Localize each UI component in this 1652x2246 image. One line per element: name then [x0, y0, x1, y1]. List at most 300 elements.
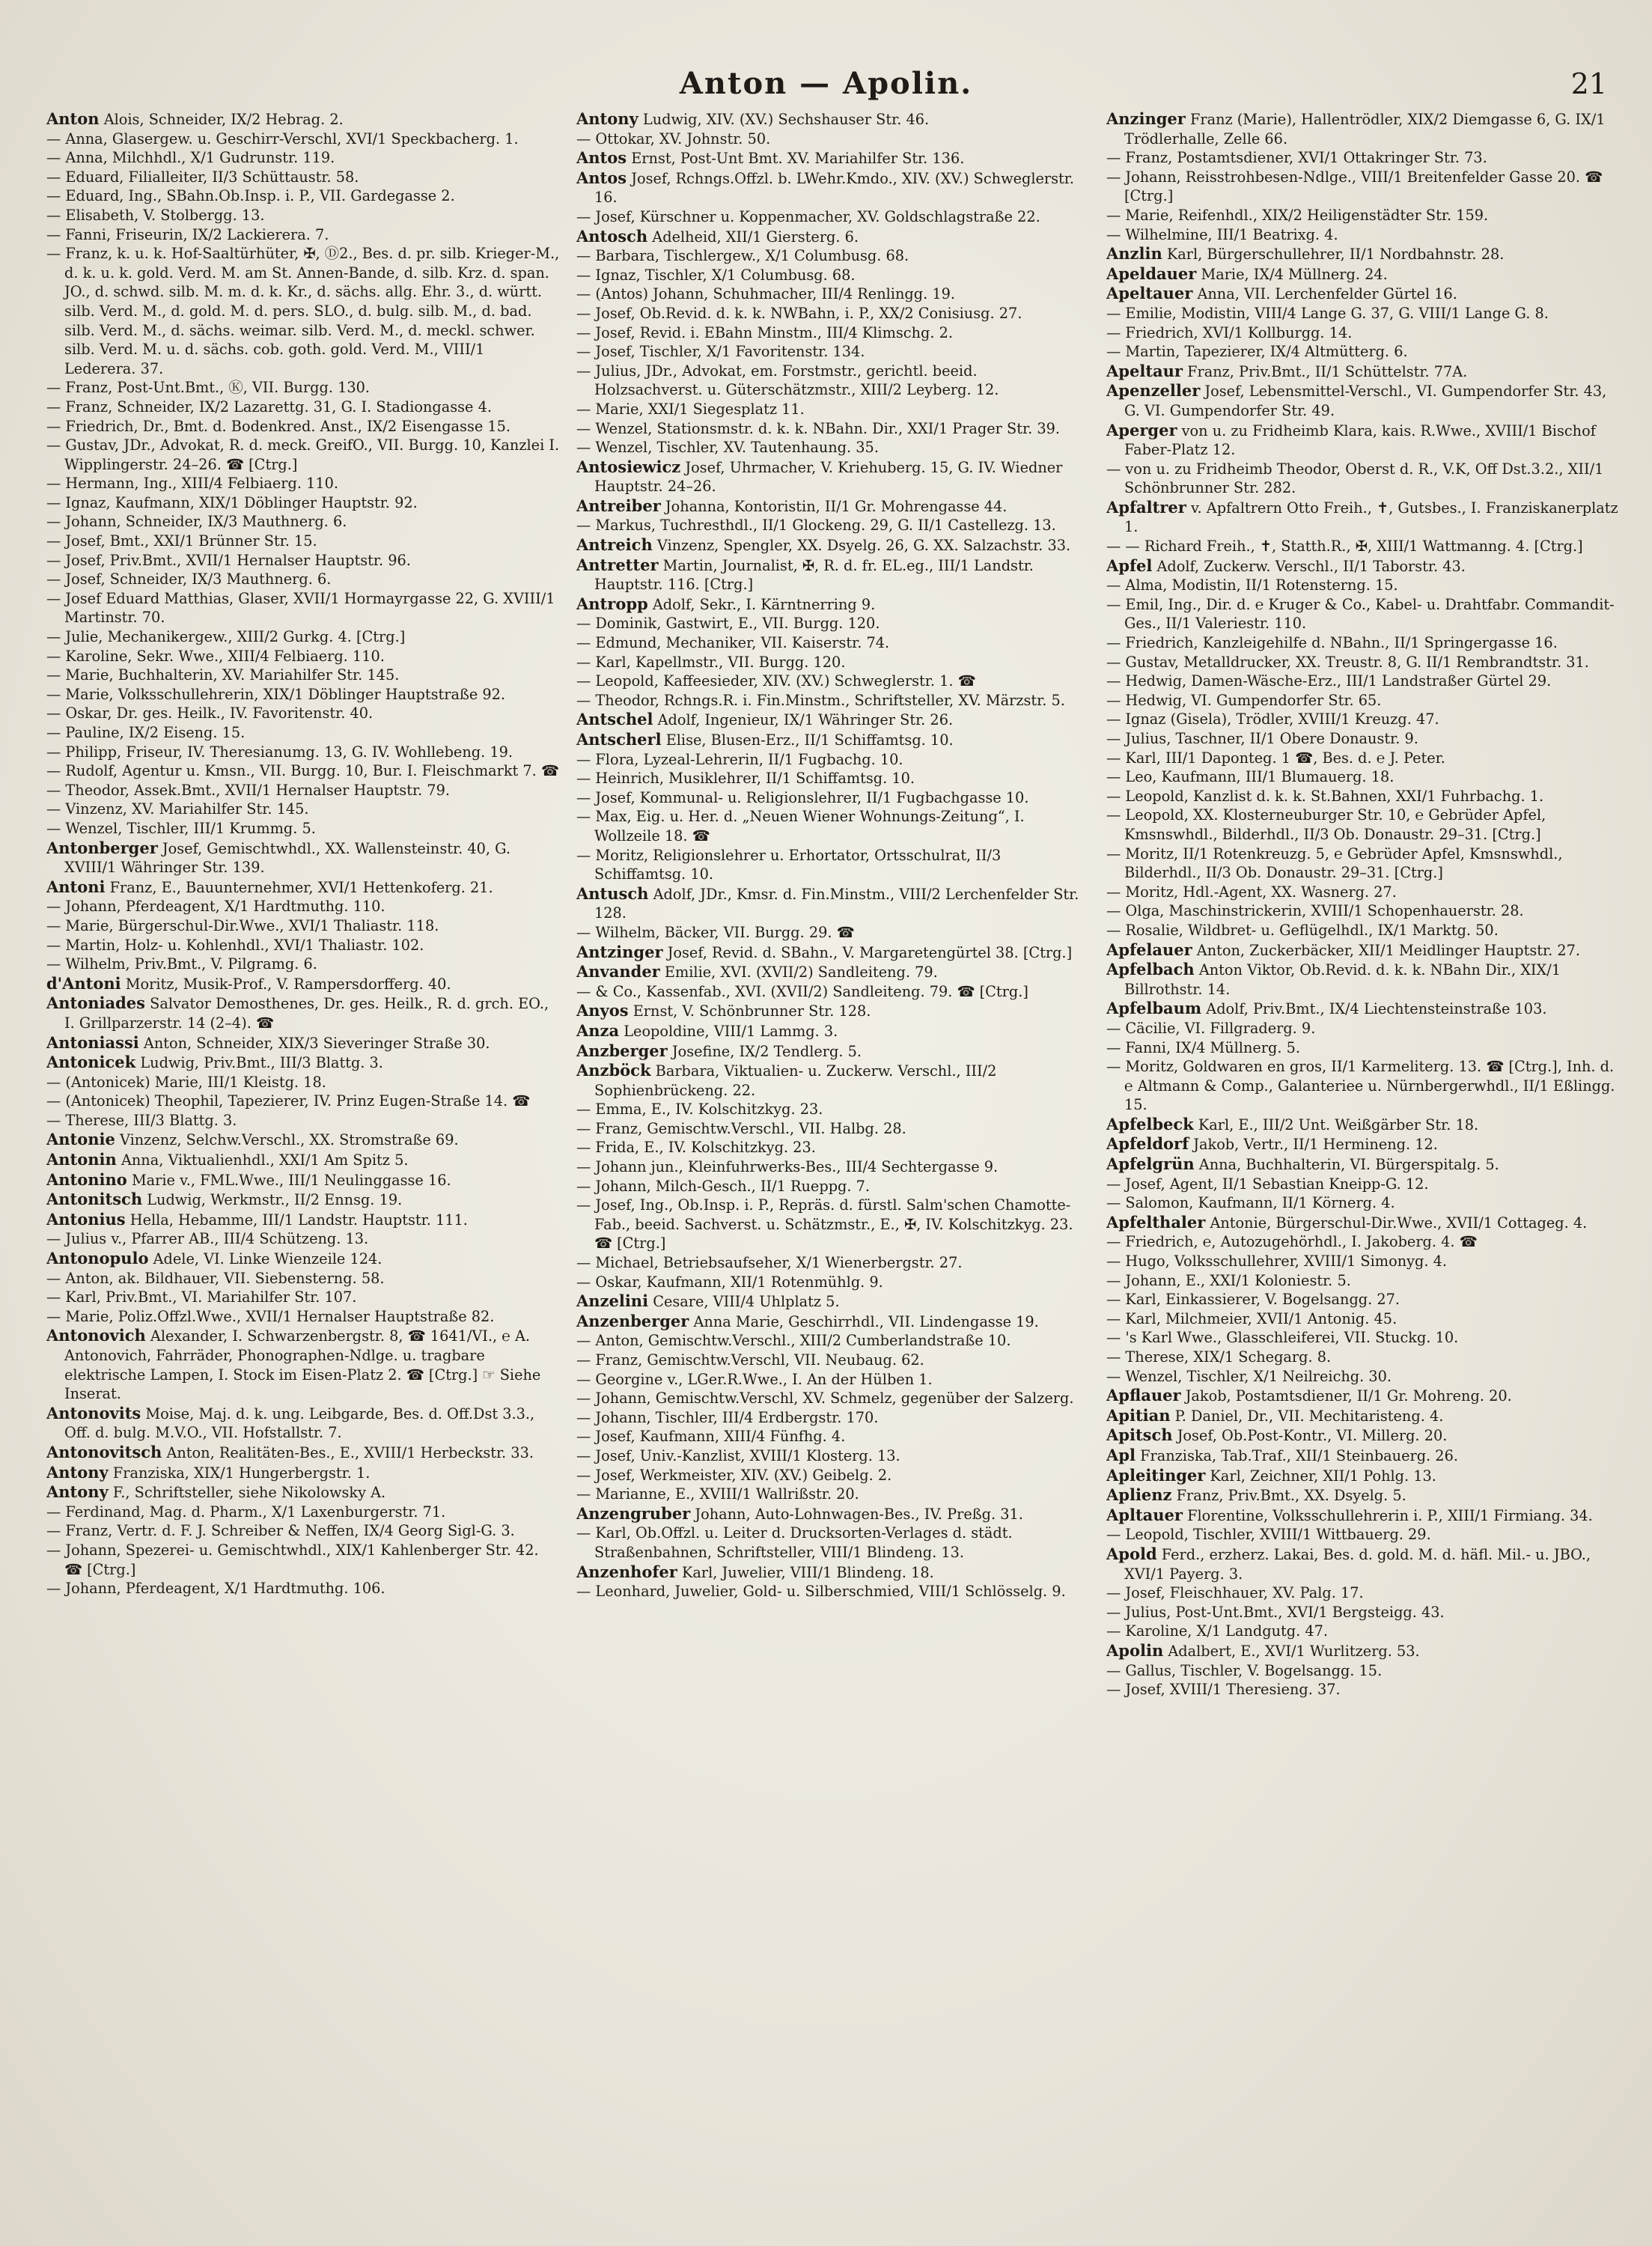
entry-details: — Pauline, IX/2 Eiseng. 15. [46, 724, 246, 741]
entry-details: Adolf, Priv.Bmt., IX/4 Liechtensteinstraße 103. [1206, 1000, 1547, 1018]
directory-entry [1106, 1661, 1620, 1681]
entry-details: Ludwig, Werkmstr., II/2 Ennsg. 19. [147, 1191, 403, 1209]
entry-details: Alois, Schneider, IX/2 Hebrag. 2. [103, 111, 344, 128]
entry-details: — Martin, Holz- u. Kohlenhdl., XVI/1 Thaliastr. 102. [46, 936, 424, 954]
entry-details: — Franz, k. u. k. Hof-Saaltürhüter, ✠, Ⓓ2., Bes. d. pr. silb. Krieger-M., d. k. u. k. gold. Verd. M. am St. Annen-Bande, d. silb. Krz. d. span. JO., d. schwd. silb. M. m. d. k. Kr., d. sächs. allg. Ehr. 3., d. württ. silb. Verd. M., d. gold. M. d. pers. SLO., d. bulg. silb. M., d. bad. silb. Verd. M., d. sächs. weimar. silb. Verd. M., d. meckl. schwer. silb. Verd. M. u. d. sächs. cob. goth. gold. Verd. M., VIII/1 Lederera. 37. [46, 245, 560, 377]
directory-entry [1106, 206, 1620, 225]
entry-surname: Apolin [1106, 1640, 1164, 1660]
entry-details: — Karoline, X/1 Landgutg. 47. [1106, 1622, 1329, 1640]
directory-entry [46, 1521, 560, 1541]
directory-entry [576, 691, 1090, 710]
entry-surname: Antonovich [46, 1326, 146, 1345]
entry-details: Marie v., FML.Wwe., III/1 Neulinggasse 16. [131, 1171, 451, 1189]
entry-details: — Ignaz (Gisela), Trödler, XVIII/1 Kreuzg. 47. [1106, 710, 1439, 728]
entry-details: — Friedrich, Dr., Bmt. d. Bodenkred. Anst., IX/2 Eisengasse 15. [46, 417, 511, 435]
directory-entry [576, 1177, 1090, 1196]
entry-details: — Markus, Tuchresthdl., II/1 Glockeng. 29, G. II/1 Castellezg. 13. [576, 517, 1056, 535]
directory-entry [1106, 1252, 1620, 1271]
directory-entry [1106, 653, 1620, 672]
directory-entry [1106, 999, 1620, 1019]
entry-details: Johann, Auto-Lohnwagen-Bes., IV. Preßg. 31. [695, 1505, 1023, 1523]
entry-details: — Olga, Maschinstrickerin, XVIII/1 Schopenhauerstr. 28. [1106, 902, 1524, 920]
entry-details: Josef, Gemischtwhdl., XX. Wallensteinstr. 40, G. XVIII/1 Währinger Str. 139. [64, 839, 510, 877]
entry-details: — Moritz, Religionslehrer u. Erhortator, Ortsschulrat, II/3 Schiffamtsg. 10. [576, 846, 1002, 883]
directory-entry [576, 1562, 1090, 1583]
directory-entry [576, 266, 1090, 285]
directory-entry [576, 594, 1090, 615]
entry-details: Martin, Journalist, ✠, R. d. fr. EL.eg., III/1 Landstr. Hauptstr. 116. [Ctrg.] [594, 556, 1034, 594]
entry-details: — Josef, Ob.Revid. d. k. k. NWBahn, i. P., XX/2 Conisiusg. 27. [576, 304, 1022, 322]
entry-details: — Marie, Bürgerschul-Dir.Wwe., XVI/1 Thaliastr. 118. [46, 916, 439, 934]
directory-entry [46, 723, 560, 743]
directory-entry [576, 923, 1090, 943]
directory-entry [46, 1269, 560, 1288]
entry-surname: Anyos [576, 1001, 629, 1020]
directory-entry [576, 1504, 1090, 1524]
entry-surname: Antscherl [576, 730, 662, 749]
entry-details: Marie, IX/4 Müllnerg. 24. [1201, 265, 1388, 283]
entry-details: — Julius v., Pfarrer AB., III/4 Schützeng. 13. [46, 1230, 369, 1248]
entry-surname: Antropp [576, 594, 648, 613]
entry-details: — Max, Eig. u. Her. d. „Neuen Wiener Wohnungs-Zeitung“, I. Wollzeile 18. ☎ [576, 808, 1025, 844]
directory-entry [1106, 844, 1620, 883]
entry-details: — Leopold, Kaffeesieder, XIV. (XV.) Schweglerstr. 1. ☎ [576, 672, 976, 690]
directory-entry [1106, 1232, 1620, 1252]
directory-entry [576, 614, 1090, 633]
entry-details: — Wenzel, Tischler, III/1 Krummg. 5. [46, 819, 316, 837]
entry-details: Alexander, I. Schwarzenbergstr. 8, ☎ 1641/VI., ℮ A. Antonovich, Fahrräder, Phonographen-Ndlge. u. tragbare elektrische Lampen, I. Stock im Eisen-Platz 2. ☎ [Ctrg.] ☞ Siehe Inserat. [64, 1327, 541, 1403]
entry-details: Anton Viktor, Ob.Revid. d. k. k. NBahn Dir., XIX/1 Billrothstr. 14. [1124, 961, 1561, 998]
entry-details: — Frida, E., IV. Kolschitzkyg. 23. [576, 1139, 816, 1157]
entry-details: Hella, Hebamme, III/1 Landstr. Hauptstr. 111. [129, 1211, 468, 1229]
entry-surname: d'Antoni [46, 973, 121, 993]
entry-details: — Hermann, Ing., XIII/4 Felbiaerg. 110. [46, 475, 339, 493]
directory-entry [46, 1210, 560, 1230]
directory-entry [1106, 264, 1620, 284]
entry-surname: Antosch [576, 226, 648, 246]
directory-entry [46, 1579, 560, 1598]
directory-entry [576, 1021, 1090, 1041]
directory-entry [46, 1326, 560, 1403]
directory-entry [46, 148, 560, 168]
entry-details: — Philipp, Friseur, IV. Theresianumg. 13, G. IV. Wohllebeng. 19. [46, 743, 513, 761]
directory-entry [576, 1253, 1090, 1273]
entry-details: — Karoline, Sekr. Wwe., XIII/4 Felbiaerg. 110. [46, 647, 385, 665]
directory-entry [576, 1466, 1090, 1485]
directory-entry [46, 955, 560, 974]
entry-surname: Antoni [46, 877, 106, 896]
directory-entry [576, 323, 1090, 343]
directory-entry [46, 800, 560, 819]
directory-entry [576, 1119, 1090, 1139]
directory-entry [1106, 1348, 1620, 1367]
entry-details: — Franz, Gemischtw.Verschl, VII. Neubaug. 62. [576, 1351, 924, 1369]
entry-details: — Theodor, Assek.Bmt., XVII/1 Hernalser Hauptstr. 79. [46, 781, 450, 799]
entry-details: Emilie, XVI. (XVII/2) Sandleiteng. 79. [664, 964, 938, 982]
entry-surname: Antonicek [46, 1053, 136, 1072]
entry-surname: Apfelbaum [1106, 999, 1202, 1018]
directory-entry [1106, 342, 1620, 362]
entry-details: Moise, Maj. d. k. ung. Leibgarde, Bes. d. Off.Dst 3.3., Off. d. bulg. M.V.O., VII. Hofstallstr. 7. [64, 1404, 535, 1442]
directory-entry [1106, 284, 1620, 304]
directory-entry [46, 781, 560, 800]
directory-entry [576, 1001, 1090, 1021]
entry-details: Karl, Juwelier, VIII/1 Blindeng. 18. [682, 1563, 934, 1581]
entry-details: Salvator Demosthenes, Dr. ges. Heilk., R. d. grch. EO., I. Grillparzerstr. 14 (2–4). ☎ [64, 995, 549, 1032]
entry-details: — Josef, Bmt., XXI/1 Brünner Str. 15. [46, 532, 317, 550]
entry-details: — Emil, Ing., Dir. d. ℮ Kruger & Co., Kabel- u. Drahtfabr. Commandit-Ges., II/1 Valeriestr. 110. [1106, 595, 1615, 633]
entry-details: — Josef, XVIII/1 Theresieng. 37. [1106, 1681, 1341, 1699]
directory-entry [46, 1111, 560, 1130]
directory-entry [1106, 1038, 1620, 1058]
directory-entry [46, 1541, 560, 1579]
directory-entry [576, 1524, 1090, 1562]
entry-details: — Leopold, XX. Klosterneuburger Str. 10, ℮ Gebrüder Apfel, Kmsnswhdl., Bilderhdl., II/3 Ob. Donaustr. 29–31. [Ctrg.] [1106, 806, 1546, 843]
entry-details: Antonie, Bürgerschul-Dir.Wwe., XVII/1 Cottageg. 4. [1210, 1214, 1588, 1232]
directory-entry [46, 1249, 560, 1269]
directory-entry [576, 556, 1090, 594]
directory-entry [576, 710, 1090, 730]
directory-entry [576, 1582, 1090, 1601]
entry-details: — Ottokar, XV. Johnstr. 50. [576, 130, 771, 147]
entry-surname: Apfaltrer [1106, 497, 1186, 517]
directory-entry [1106, 767, 1620, 787]
entry-surname: Anzengruber [576, 1503, 691, 1523]
entry-details: — Franz, Post-Unt.Bmt., Ⓚ, VII. Burgg. 130. [46, 379, 371, 397]
entry-details: — Michael, Betriebsaufseher, X/1 Wienerbergstr. 27. [576, 1254, 963, 1272]
entry-details: Ernst, Post-Unt Bmt. XV. Mariahilfer Str. 136. [631, 150, 965, 168]
entry-details: Anton, Schneider, XIX/3 Sieveringer Straße 30. [143, 1034, 490, 1052]
entry-details: — Julius, Taschner, II/1 Obere Donaustr. 9. [1106, 730, 1418, 747]
entry-details: — Eduard, Filialleiter, II/3 Schüttaustr. 58. [46, 168, 359, 186]
directory-entry [46, 168, 560, 187]
entry-details: Leopoldine, VIII/1 Lammg. 3. [624, 1022, 838, 1040]
directory-entry [46, 936, 560, 955]
entry-surname: Apfel [1106, 556, 1153, 575]
entry-surname: Antonovitsch [46, 1442, 162, 1461]
directory-entry [1106, 940, 1620, 961]
directory-entry [1106, 1485, 1620, 1506]
entry-details: — Rudolf, Agentur u. Kmsn., VII. Burgg. 10, Bur. I. Fleischmarkt 7. ☎ [46, 762, 559, 780]
directory-entry [46, 627, 560, 647]
entry-details: — 's Karl Wwe., Glasschleiferei, VII. Stuckg. 10. [1106, 1329, 1459, 1347]
directory-entry [46, 1190, 560, 1210]
entry-details: — Oskar, Dr. ges. Heilk., IV. Favoritenstr. 40. [46, 704, 374, 722]
entry-details: Franz, Priv.Bmt., XX. Dsyelg. 5. [1176, 1487, 1406, 1505]
entry-details: — Friedrich, XVI/1 Kollburgg. 14. [1106, 323, 1353, 341]
directory-entry [576, 1427, 1090, 1446]
entry-details: — (Antonicek) Marie, III/1 Kleistg. 18. [46, 1073, 326, 1091]
directory-entry [46, 436, 560, 474]
directory-entry [1106, 595, 1620, 633]
entry-details: — Ignaz, Kaufmann, XIX/1 Döblinger Hauptstr. 92. [46, 493, 418, 511]
directory-entry [576, 1389, 1090, 1408]
entry-details: Ferd., erzherz. Lakai, Bes. d. gold. M. d. häfl. Mil.- u. JBO., XVI/1 Payerg. 3. [1124, 1545, 1591, 1583]
directory-entry [46, 1170, 560, 1190]
entry-surname: Anzenhofer [576, 1562, 677, 1581]
entry-details: Franz, E., Bauunternehmer, XVI/1 Hettenkoferg. 21. [109, 878, 493, 896]
entry-details: — Karl, Kapellmstr., VII. Burgg. 120. [576, 653, 846, 671]
directory-entry [46, 474, 560, 493]
entry-details: — Fanni, Friseurin, IX/2 Lackierera. 7. [46, 225, 329, 243]
entry-details: — Marie, XXI/1 Siegesplatz 11. [576, 400, 805, 418]
directory-entry [576, 227, 1090, 247]
directory-entry [46, 1404, 560, 1443]
entry-surname: Apeldauer [1106, 264, 1197, 283]
directory-entry [576, 496, 1090, 517]
entry-surname: Apfelbach [1106, 960, 1195, 979]
entry-details: — Moritz, Goldwaren en gros, II/1 Karmeliterg. 13. ☎ [Ctrg.], Inh. d. ℮ Altmann & Comp., Galanteriee u. Nürnbergerwhdl., II/1 Eßlingg. 15. [1106, 1058, 1615, 1114]
directory-entry [576, 982, 1090, 1002]
directory-entry [1106, 749, 1620, 768]
directory-entry [1106, 1506, 1620, 1526]
directory-entry [1106, 729, 1620, 749]
entry-details: — Theodor, Rchngs.R. i. Fin.Minstm., Schriftsteller, XV. Märzstr. 5. [576, 691, 1065, 709]
directory-entry [1106, 960, 1620, 999]
directory-entry [576, 730, 1090, 750]
entry-details: — Anton, Gemischtw.Verschl., XIII/2 Cumberlandstraße 10. [576, 1332, 1011, 1350]
directory-entry [46, 398, 560, 417]
directory-entry [46, 1033, 560, 1053]
entry-details: — Marie, Volksschullehrerin, XIX/1 Döblinger Hauptstraße 92. [46, 685, 506, 703]
directory-entry [1106, 1019, 1620, 1038]
entry-details: — — Richard Freih., ✝, Statth.R., ✠, XIII/1 Wattmanng. 4. [Ctrg.] [1106, 538, 1583, 556]
entry-surname: Aplienz [1106, 1485, 1172, 1505]
directory-entry [1106, 244, 1620, 264]
directory-entry [46, 704, 560, 723]
entry-surname: Antoniades [46, 993, 145, 1013]
directory-entry [576, 1351, 1090, 1370]
entry-details: — Josef, Kaufmann, XIII/4 Fünfhg. 4. [576, 1428, 846, 1446]
directory-entry [46, 761, 560, 781]
entry-details: — Gustav, Metalldrucker, XX. Treustr. 8, G. II/1 Rembrandtstr. 31. [1106, 653, 1589, 671]
directory-entry [1106, 168, 1620, 206]
directory-entry [46, 974, 560, 994]
directory-entry [1106, 421, 1620, 460]
directory-entry [576, 1157, 1090, 1177]
entry-surname: Antreiber [576, 496, 661, 515]
entry-details: — Karl, Milchmeier, XVII/1 Antonig. 45. [1106, 1309, 1398, 1327]
directory-entry [1106, 1680, 1620, 1699]
directory-entry [46, 897, 560, 916]
entry-details: Josef, Ob.Post-Kontr., VI. Millerg. 20. [1177, 1427, 1448, 1445]
entry-details: Adolf, Ingenieur, IX/1 Währinger Str. 26. [657, 711, 954, 729]
entry-details: — Flora, Lyzeal-Lehrerin, II/1 Fugbachg. 10. [576, 750, 903, 768]
directory-entry [1106, 1193, 1620, 1213]
entry-details: Franz (Marie), Hallentrödler, XIX/2 Diemgasse 6, G. IX/1 Trödlerhalle, Zelle 66. [1124, 111, 1606, 147]
directory-entry [1106, 1622, 1620, 1641]
entry-surname: Antonitsch [46, 1190, 143, 1209]
directory-entry [46, 1463, 560, 1483]
directory-entry [576, 148, 1090, 168]
entry-details: Elise, Blusen-Erz., II/1 Schiffamtsg. 10. [665, 731, 954, 749]
entry-details: — Gallus, Tischler, V. Bogelsangg. 15. [1106, 1661, 1383, 1679]
directory-entry [46, 493, 560, 513]
entry-details: Adalbert, E., XVI/1 Wurlitzerg. 53. [1168, 1642, 1420, 1660]
directory-entry [46, 1092, 560, 1111]
entry-details: — Josef, Werkmeister, XIV. (XV.) Geibelg. 2. [576, 1466, 892, 1484]
directory-entry [576, 943, 1090, 963]
directory-entry [576, 633, 1090, 653]
directory-entry [46, 1307, 560, 1327]
entry-details: — Georgine v., LGer.R.Wwe., I. An der Hülben 1. [576, 1370, 933, 1388]
entry-details: von u. zu Fridheimb Klara, kais. R.Wwe., XVIII/1 Bischof Faber-Platz 12. [1124, 421, 1596, 459]
entry-details: — Wilhelmine, III/1 Beatrixg. 4. [1106, 225, 1338, 243]
entry-details: Josef, Lebensmittel-Verschl., VI. Gumpendorfer Str. 43, G. VI. Gumpendorfer Str. 49. [1124, 383, 1607, 419]
entry-details: — Anna, Milchhdl., X/1 Gudrunstr. 119. [46, 149, 335, 167]
entry-surname: Antos [576, 148, 627, 168]
directory-entry [1106, 1154, 1620, 1175]
directory-entry [1106, 576, 1620, 595]
entry-details: — Alma, Modistin, II/1 Rotensterng. 15. [1106, 576, 1398, 594]
entry-details: Karl, Zeichner, XII/1 Pohlg. 13. [1210, 1467, 1436, 1485]
entry-surname: Anza [576, 1020, 620, 1040]
entry-surname: Apltauer [1106, 1505, 1183, 1524]
directory-entry [46, 378, 560, 398]
entry-surname: Antonopulo [46, 1249, 149, 1268]
directory-entry [1106, 1603, 1620, 1622]
directory-entry [576, 807, 1090, 845]
entry-details: — Heinrich, Musiklehrer, II/1 Schiffamtsg. 10. [576, 770, 915, 788]
directory-entry [46, 1130, 560, 1150]
entry-details: Franziska, XIX/1 Hungerbergstr. 1. [112, 1464, 371, 1482]
entry-details: — Wenzel, Tischler, X/1 Neilreichg. 30. [1106, 1367, 1392, 1385]
directory-entry [1106, 1525, 1620, 1544]
directory-entry [1106, 710, 1620, 729]
directory-entry [576, 653, 1090, 672]
directory-entry [576, 400, 1090, 419]
entry-details: v. Apfaltrern Otto Freih., ✝, Gutsbes., I. Franziskanerplatz 1. [1124, 499, 1618, 536]
entry-details: — Johann, E., XXI/1 Koloniestr. 5. [1106, 1271, 1351, 1289]
directory-entry [46, 1229, 560, 1249]
running-head: Anton — Apolin. [679, 66, 973, 101]
directory-entry [1106, 921, 1620, 940]
entry-details: — Karl, III/1 Daponteg. 1 ☎, Bes. d. ℮ J. Peter. [1106, 749, 1445, 767]
entry-details: — Friedrich, Kanzleigehilfe d. NBahn., II/1 Springergasse 16. [1106, 634, 1558, 652]
entry-details: — Wilhelm, Priv.Bmt., V. Pilgramg. 6. [46, 955, 317, 973]
directory-entry [576, 1273, 1090, 1292]
entry-surname: Apflauer [1106, 1386, 1181, 1405]
page-number: 21 [1570, 67, 1607, 100]
entry-details: — Leopold, Kanzlist d. k. k. St.Bahnen, XXI/1 Fuhrbachg. 1. [1106, 787, 1544, 805]
directory-entry [576, 246, 1090, 266]
directory-entry [576, 1100, 1090, 1119]
directory-entry [1106, 691, 1620, 710]
directory-entry [1106, 556, 1620, 576]
entry-details: Franz, Priv.Bmt., II/1 Schüttelstr. 77A. [1187, 362, 1468, 380]
entry-details: — Elisabeth, V. Stolbergg. 13. [46, 206, 265, 224]
directory-entry [46, 130, 560, 149]
entry-details: — Dominik, Gastwirt, E., VII. Burgg. 120. [576, 615, 880, 633]
entry-details: Cesare, VIII/4 Uhlplatz 5. [653, 1293, 840, 1311]
directory-entry [1106, 1466, 1620, 1486]
directory-entry [1106, 1290, 1620, 1309]
directory-entry [576, 304, 1090, 323]
directory-entry [1106, 362, 1620, 382]
entry-details: — Therese, III/3 Blattg. 3. [46, 1111, 237, 1129]
entry-details: — Josef, Schneider, IX/3 Mauthnerg. 6. [46, 570, 332, 588]
entry-surname: Antony [576, 109, 638, 128]
entry-details: — Johann, Reisstrohbesen-Ndlge., VIII/1 Breitenfelder Gasse 20. ☎ [Ctrg.] [1106, 168, 1603, 205]
entry-details: Anna, VII. Lerchenfelder Gürtel 16. [1197, 285, 1457, 303]
entry-surname: Apfelauer [1106, 940, 1192, 959]
directory-entry [46, 244, 560, 378]
entry-details: — Josef, Univ.-Kanzlist, XVIII/1 Klosterg. 13. [576, 1446, 900, 1464]
entry-details: — Julie, Mechanikergew., XIII/2 Gurkg. 4. [Ctrg.] [46, 628, 406, 646]
directory-entry [1106, 537, 1620, 556]
entry-surname: Apfelthaler [1106, 1212, 1206, 1232]
entry-details: — Josef Eduard Matthias, Glaser, XVII/1 Hormayrgasse 22, G. XVIII/1 Martinstr. 70. [46, 589, 555, 627]
entry-details: Anna, Viktualienhdl., XXI/1 Am Spitz 5. [121, 1151, 409, 1169]
entry-details: Adolf, Sekr., I. Kärntnerring 9. [652, 595, 876, 613]
entry-surname: Apitsch [1106, 1425, 1173, 1445]
entry-details: — Franz, Gemischtw.Verschl., VII. Halbg. 28. [576, 1119, 906, 1137]
column-2 [576, 109, 1090, 2222]
entry-details: — Johann, Tischler, III/4 Erdbergstr. 170. [576, 1408, 879, 1426]
directory-entry [576, 207, 1090, 227]
entry-details: — Julius, JDr., Advokat, em. Forstmstr., gerichtl. beeid. Holzsachverst. u. Güterschätzmstr., XIII/2 Leyberg. 12. [576, 362, 999, 399]
directory-entry [1106, 1544, 1620, 1583]
entry-details: Vinzenz, Spengler, XX. Dsyelg. 26, G. XX. Salzachstr. 33. [656, 537, 1071, 555]
entry-details: — Josef, Agent, II/1 Sebastian Kneipp-G. 12. [1106, 1175, 1429, 1193]
directory-entry [1106, 323, 1620, 343]
entry-surname: Apfelbeck [1106, 1114, 1194, 1133]
entry-details: — Martin, Tapezierer, IX/4 Altmütterg. 6. [1106, 343, 1408, 361]
directory-entry [46, 839, 560, 877]
directory-entry [576, 362, 1090, 400]
directory-entry [576, 750, 1090, 770]
entry-details: — Vinzenz, XV. Mariahilfer Str. 145. [46, 800, 309, 818]
entry-details: — Edmund, Mechaniker, VII. Kaiserstr. 74. [576, 634, 890, 652]
directory-entry [576, 1370, 1090, 1390]
entry-details: Josefine, IX/2 Tendlerg. 5. [671, 1042, 862, 1060]
directory-entry [46, 647, 560, 666]
directory-entry [46, 685, 560, 704]
entry-details: Anna, Buchhalterin, VI. Bürgerspitalg. 5. [1198, 1156, 1499, 1174]
entry-details: — Anton, ak. Bildhauer, VII. Siebensterng. 58. [46, 1269, 385, 1287]
entry-details: — Emma, E., IV. Kolschitzkyg. 23. [576, 1101, 823, 1119]
directory-entry [46, 1288, 560, 1307]
entry-surname: Apl [1106, 1445, 1136, 1464]
entry-details: — Josef, Fleischhauer, XV. Palg. 17. [1106, 1584, 1364, 1602]
entry-details: Josef, Rchngs.Offzl. b. LWehr.Kmdo., XIV. (XV.) Schweglerstr. 16. [594, 169, 1074, 207]
entry-details: Adele, VI. Linke Wienzeile 124. [153, 1250, 382, 1268]
directory-entry [1106, 1057, 1620, 1115]
entry-details: — Barbara, Tischlergew., X/1 Columbusg. 68. [576, 247, 909, 265]
entry-details: — (Antonicek) Theophil, Tapezierer, IV. Prinz Eugen-Straße 14. ☎ [46, 1092, 531, 1110]
directory-entry [576, 109, 1090, 130]
entry-details: — Franz, Postamtsdiener, XVI/1 Ottakringer Str. 73. [1106, 149, 1487, 167]
entry-details: Josef, Uhrmacher, V. Kriehuberg. 15, G. IV. Wiedner Hauptstr. 24–26. [594, 458, 1063, 496]
directory-entry [1106, 1328, 1620, 1348]
entry-details: — Josef, Priv.Bmt., XVII/1 Hernalser Hauptstr. 96. [46, 551, 411, 569]
entry-details: Barbara, Viktualien- u. Zuckerw. Verschl., III/2 Sophienbrückeng. 22. [594, 1062, 997, 1099]
directory-entry [1106, 109, 1620, 148]
directory-entry [46, 512, 560, 532]
directory-entry [46, 877, 560, 898]
entry-details: — Franz, Vertr. d. F. J. Schreiber & Neffen, IX/4 Georg Sigl-G. 3. [46, 1522, 515, 1540]
directory-entry [46, 1150, 560, 1170]
directory-entry [46, 1073, 560, 1092]
entry-details: — Marie, Buchhalterin, XV. Mariahilfer Str. 145. [46, 666, 400, 684]
entry-details: — Hedwig, Damen-Wäsche-Erz., III/1 Landstraßer Gürtel 29. [1106, 672, 1552, 690]
entry-details: — Johann, Spezerei- u. Gemischtwhdl., XIX/1 Kahlenberger Str. 42. ☎ [Ctrg.] [46, 1541, 539, 1578]
entry-details: — Marie, Poliz.Offzl.Wwe., XVII/1 Hernalser Hauptstraße 82. [46, 1307, 495, 1325]
directory-entry [576, 672, 1090, 691]
directory-entry [576, 1291, 1090, 1312]
directory-entry [1106, 1115, 1620, 1135]
directory-entry [1106, 901, 1620, 921]
